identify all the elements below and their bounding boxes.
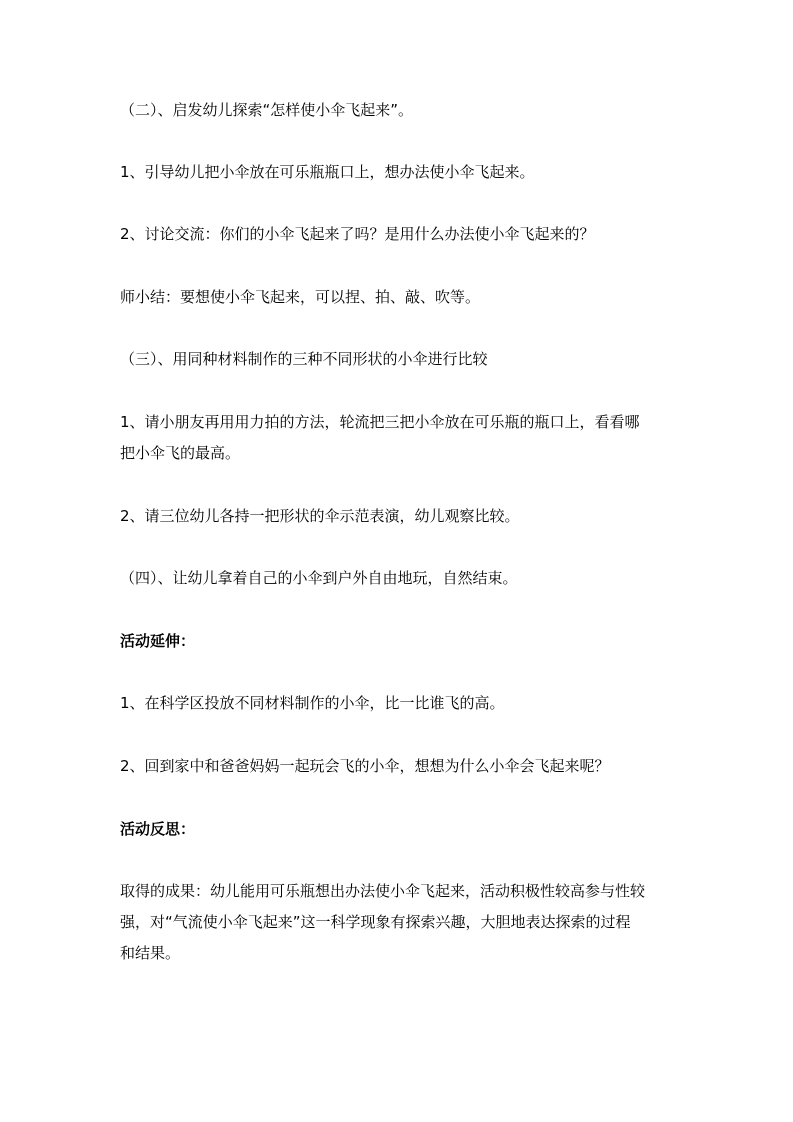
paragraph-line: 1、请小朋友再用用力拍的方法，轮流把三把小伞放在可乐瓶的瓶口上，看看哪: [120, 413, 640, 431]
paragraph-line: 取得的成果：幼儿能用可乐瓶想出办法使小伞飞起来，活动积极性较高参与性较: [120, 882, 646, 900]
paragraph-line: 和结果。: [120, 944, 181, 962]
paragraph-step-1: 1、引导幼儿把小伞放在可乐瓶瓶口上，想办法使小伞飞起来。: [120, 163, 535, 181]
paragraph-line: 把小伞飞的最高。: [120, 444, 241, 462]
paragraph-step-3-2: 2、请三位幼儿各持一把形状的伞示范表演，幼儿观察比较。: [120, 507, 520, 525]
paragraph-line: 强，对“气流使小伞飞起来”这一科学现象有探索兴趣，大胆地表达探索的过程: [120, 913, 631, 931]
heading-activity-extension: 活动延伸：: [120, 632, 196, 650]
section-heading-3: （三）、用同种材料制作的三种不同形状的小伞进行比较: [120, 350, 488, 368]
paragraph-teacher-summary: 师小结：要想使小伞飞起来，可以捏、拍、敲、吹等。: [120, 288, 481, 306]
paragraph-reflection: [120, 876, 680, 969]
heading-activity-reflection: 活动反思：: [120, 820, 196, 838]
paragraph-extension-2: 2、回到家中和爸爸妈妈一起玩会飞的小伞，想想为什么小伞会飞起来呢？: [120, 757, 610, 775]
paragraph-step-2: 2、讨论交流：你们的小伞飞起来了吗？是用什么办法使小伞飞起来的？: [120, 225, 595, 243]
paragraph-step-3-1: [120, 407, 680, 469]
section-heading-4: （四）、让幼儿拿着自己的小伞到户外自由地玩，自然结束。: [120, 569, 518, 587]
paragraph-extension-1: 1、在科学区投放不同材料制作的小伞，比一比谁飞的高。: [120, 694, 505, 712]
section-heading-2: （二）、启发幼儿探索“怎样使小伞飞起来”。: [120, 101, 414, 119]
